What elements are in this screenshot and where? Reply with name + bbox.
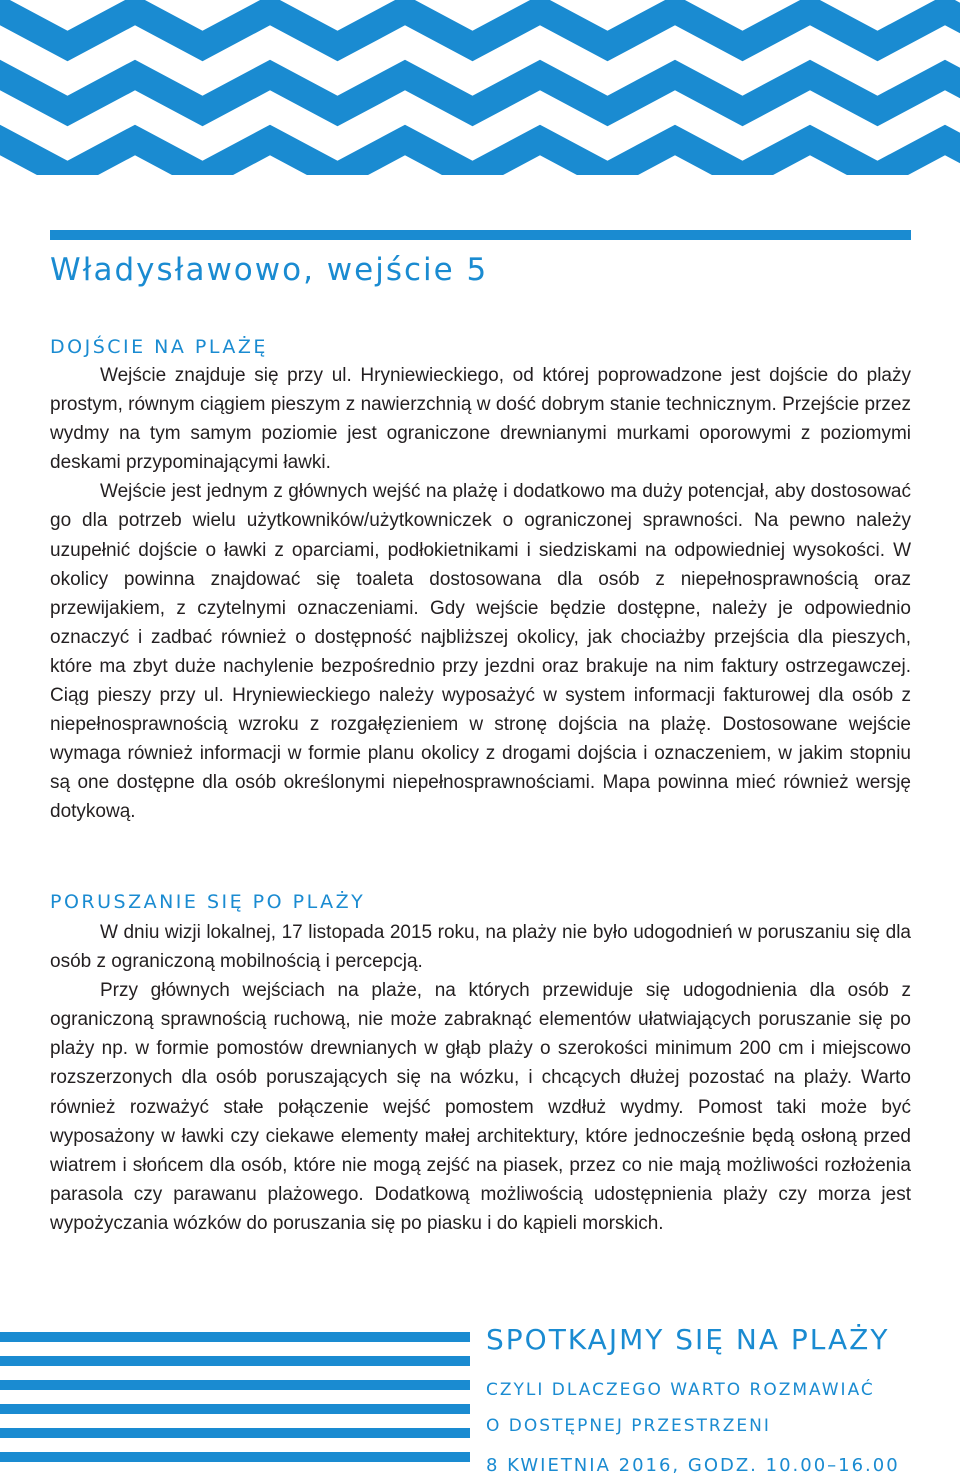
footer-stripe [0,1428,470,1438]
footer-stripes [0,1332,470,1476]
paragraph: Wejście znajduje się przy ul. Hryniewieckiego, od której poprowadzone jest dojście do plaży prostym, równym ciągiem pieszym z nawierzchnią w dość dobrym stanie technicznym. Przejście przez wydmy na tym samym poziomie jest ograniczone drewnianymi murkami oporowymi z poziomymi deskami przypominającymi ławki. [50,365,911,474]
footer-subtitle-1: CZYLI DLACZEGO WARTO ROZMAWIAĆ [486,1380,875,1400]
footer-stripe [0,1332,470,1342]
footer-stripe [0,1404,470,1414]
section-body-moving [50,918,911,1238]
footer-date: 8 KWIETNIA 2016, GODZ. 10.00–16.00 [486,1455,900,1476]
chevron-stripe [0,140,960,175]
footer-subtitle-2: O DOSTĘPNEJ PRZESTRZENI [486,1416,771,1436]
title-rule [50,230,911,240]
paragraph: W dniu wizji lokalnej, 17 listopada 2015 roku, na plaży nie było udogodnień w poruszaniu się dla osób z ograniczoną mobilnością i percepcją. [50,922,911,973]
footer-title: SPOTKAJMY SIĘ NA PLAŻY [486,1323,890,1356]
section-heading-moving: PORUSZANIE SIĘ PO PLAŻY [50,891,366,913]
paragraph: Wejście jest jednym z głównych wejść na plażę i dodatkowo ma duży potencjał, aby dostosować go dla potrzeb wielu użytkowników/użytkowniczek o ograniczonej sprawności. Na pewno należy uzupełnić dojście o ławki z oparciami, podłokietnikami i siedziskami na odpowiedniej wysokości. W okolicy powinna znajdować się toaleta dostosowana dla osób z niepełnosprawnością oraz przewijakiem, z czytelnymi oznaczeniami. Gdy wejście będzie dostępne, należy je odpowiednio oznaczyć i zadbać również o dostępność najbliższej okolicy, jak chociażby przejścia dla pieszych, które ma zbyt duże nachylenie bezpośrednio przy jezdni oraz brakuje na nim faktury ostrzegawczej. Ciąg pieszy przy ul. Hryniewieckiego należy wyposażyć w system informacji fakturowej dla osób z niepełnosprawnością wzroku z rozgałęzieniem w stronę dojścia na plażę. Dostosowane wejście wymaga również informacji w formie planu okolicy z drogami dojścia i oznaczeniem, w jakim stopniu są one dostępne dla osób określonymi niepełnosprawnościami. Mapa powinna mieć również wersję dotykową. [50,481,911,823]
footer-stripe [0,1380,470,1390]
paragraph: Przy głównych wejściach na plaże, na których przewiduje się udogodnienia dla osób z ograniczoną sprawnością ruchową, nie może zabraknąć elementów ułatwiających poruszanie się po plaży np. w formie pomostów drewnianych w głąb plaży o szerokości minimum 200 cm i miejscowo rozszerzonych dla osób poruszających się na wózku, i chcących dłużej pozostać na plaży. Warto również rozważyć stałe połączenie wejść pomostem wzdłuż wydmy. Pomost taki może być wyposażony w ławki czy ciekawe elementy małej architektury, które jednocześnie będą osłoną przed wiatrem i słońcem dla osób, które nie mogą zejść na piasek, przez co nie mają możliwości rozłożenia parasola czy parawanu plażowego. Dodatkową możliwością udostępnienia plaży czy morza jest wypożyczania wózków do poruszania się po piasku i do kąpieli morskich. [50,980,911,1234]
section-body-access [50,361,911,827]
chevron-stripe [0,10,960,46]
footer-stripe [0,1452,470,1462]
page-title: Władysławowo, wejście 5 [50,252,489,288]
section-heading-access: DOJŚCIE NA PLAŻĘ [50,336,268,358]
chevron-stripe [0,75,960,111]
chevron-pattern [0,0,960,175]
footer-stripe [0,1356,470,1366]
